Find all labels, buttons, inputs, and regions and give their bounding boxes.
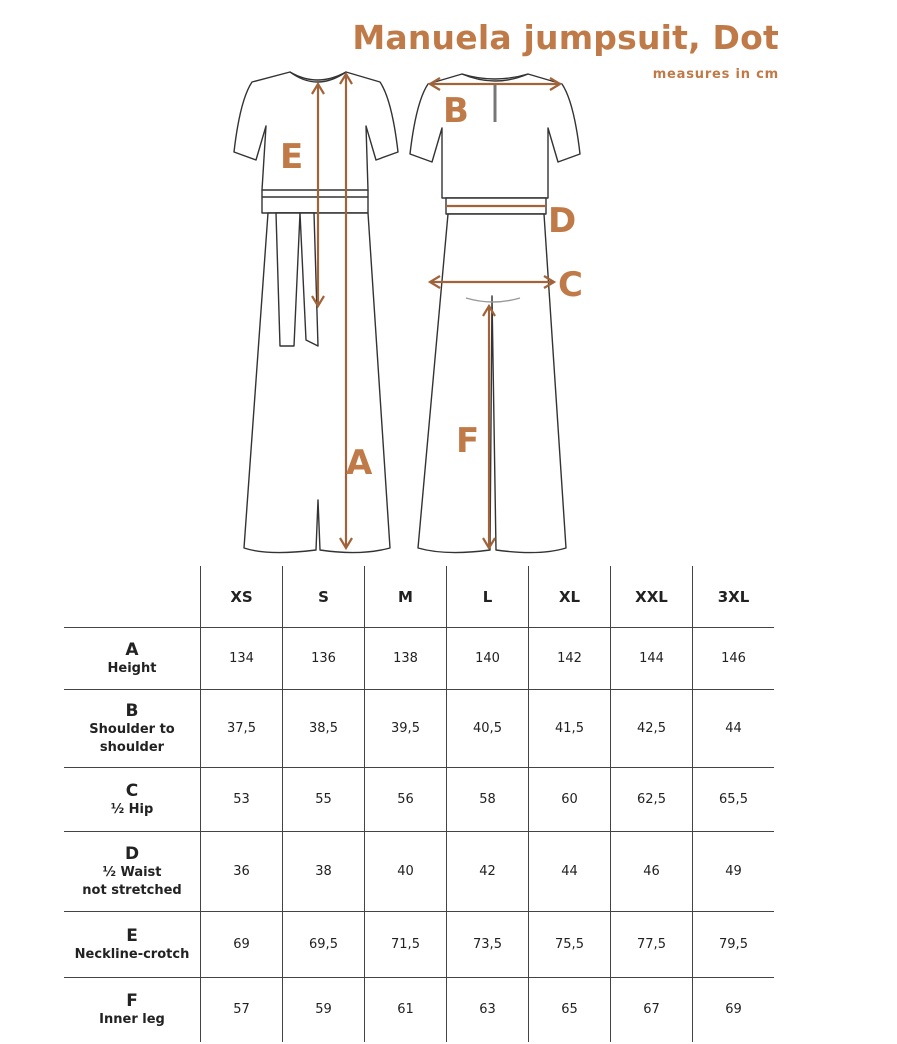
measure-label-d: D: [548, 201, 577, 241]
size-header: XXL: [611, 566, 693, 628]
size-chart-table: [64, 566, 774, 1042]
value-cell: 38: [283, 832, 365, 912]
table-row: [64, 628, 774, 690]
value-cell: 79,5: [693, 912, 775, 978]
value-cell: 142: [529, 628, 611, 690]
back-view-illustration: [410, 74, 580, 553]
value-cell: 60: [529, 768, 611, 832]
value-cell: 73,5: [447, 912, 529, 978]
corner-cell: [64, 566, 201, 628]
value-cell: 56: [365, 768, 447, 832]
value-cell: 62,5: [611, 768, 693, 832]
value-cell: 67: [611, 978, 693, 1042]
measure-label-a: A: [346, 443, 373, 483]
value-cell: 61: [365, 978, 447, 1042]
value-cell: 53: [201, 768, 283, 832]
row-label: A Height: [64, 628, 201, 690]
value-cell: 138: [365, 628, 447, 690]
front-view-illustration: [234, 72, 398, 553]
value-cell: 75,5: [529, 912, 611, 978]
value-cell: 69: [201, 912, 283, 978]
value-cell: 44: [529, 832, 611, 912]
value-cell: 69,5: [283, 912, 365, 978]
value-cell: 57: [201, 978, 283, 1042]
size-header: S: [283, 566, 365, 628]
row-label: D ½ Waist not stretched: [64, 832, 201, 912]
value-cell: 42,5: [611, 690, 693, 768]
value-cell: 49: [693, 832, 775, 912]
value-cell: 77,5: [611, 912, 693, 978]
size-header: 3XL: [693, 566, 775, 628]
row-label: B Shoulder to shoulder: [64, 690, 201, 768]
value-cell: 136: [283, 628, 365, 690]
value-cell: 36: [201, 832, 283, 912]
size-header-row: [64, 566, 774, 628]
table-row: [64, 832, 774, 912]
value-cell: 134: [201, 628, 283, 690]
value-cell: 59: [283, 978, 365, 1042]
page-title: Manuela jumpsuit, Dot: [352, 18, 779, 57]
value-cell: 42: [447, 832, 529, 912]
row-label: C ½ Hip: [64, 768, 201, 832]
measure-label-c: C: [558, 265, 583, 305]
value-cell: 40,5: [447, 690, 529, 768]
value-cell: 41,5: [529, 690, 611, 768]
value-cell: 65,5: [693, 768, 775, 832]
row-label: E Neckline-crotch: [64, 912, 201, 978]
measure-label-e: E: [280, 137, 304, 177]
table-row: [64, 978, 774, 1042]
value-cell: 38,5: [283, 690, 365, 768]
size-header: XL: [529, 566, 611, 628]
value-cell: 146: [693, 628, 775, 690]
value-cell: 69: [693, 978, 775, 1042]
value-cell: 63: [447, 978, 529, 1042]
value-cell: 140: [447, 628, 529, 690]
table-row: [64, 768, 774, 832]
measure-label-b: B: [443, 91, 469, 131]
page-subtitle: measures in cm: [652, 67, 779, 82]
value-cell: 40: [365, 832, 447, 912]
value-cell: 58: [447, 768, 529, 832]
value-cell: 44: [693, 690, 775, 768]
value-cell: 37,5: [201, 690, 283, 768]
value-cell: 39,5: [365, 690, 447, 768]
size-header: XS: [201, 566, 283, 628]
table-row: [64, 912, 774, 978]
table-row: [64, 690, 774, 768]
measure-label-f: F: [456, 421, 480, 461]
row-label: F Inner leg: [64, 978, 201, 1042]
value-cell: 71,5: [365, 912, 447, 978]
size-header: M: [365, 566, 447, 628]
size-header: L: [447, 566, 529, 628]
value-cell: 55: [283, 768, 365, 832]
value-cell: 65: [529, 978, 611, 1042]
value-cell: 144: [611, 628, 693, 690]
value-cell: 46: [611, 832, 693, 912]
